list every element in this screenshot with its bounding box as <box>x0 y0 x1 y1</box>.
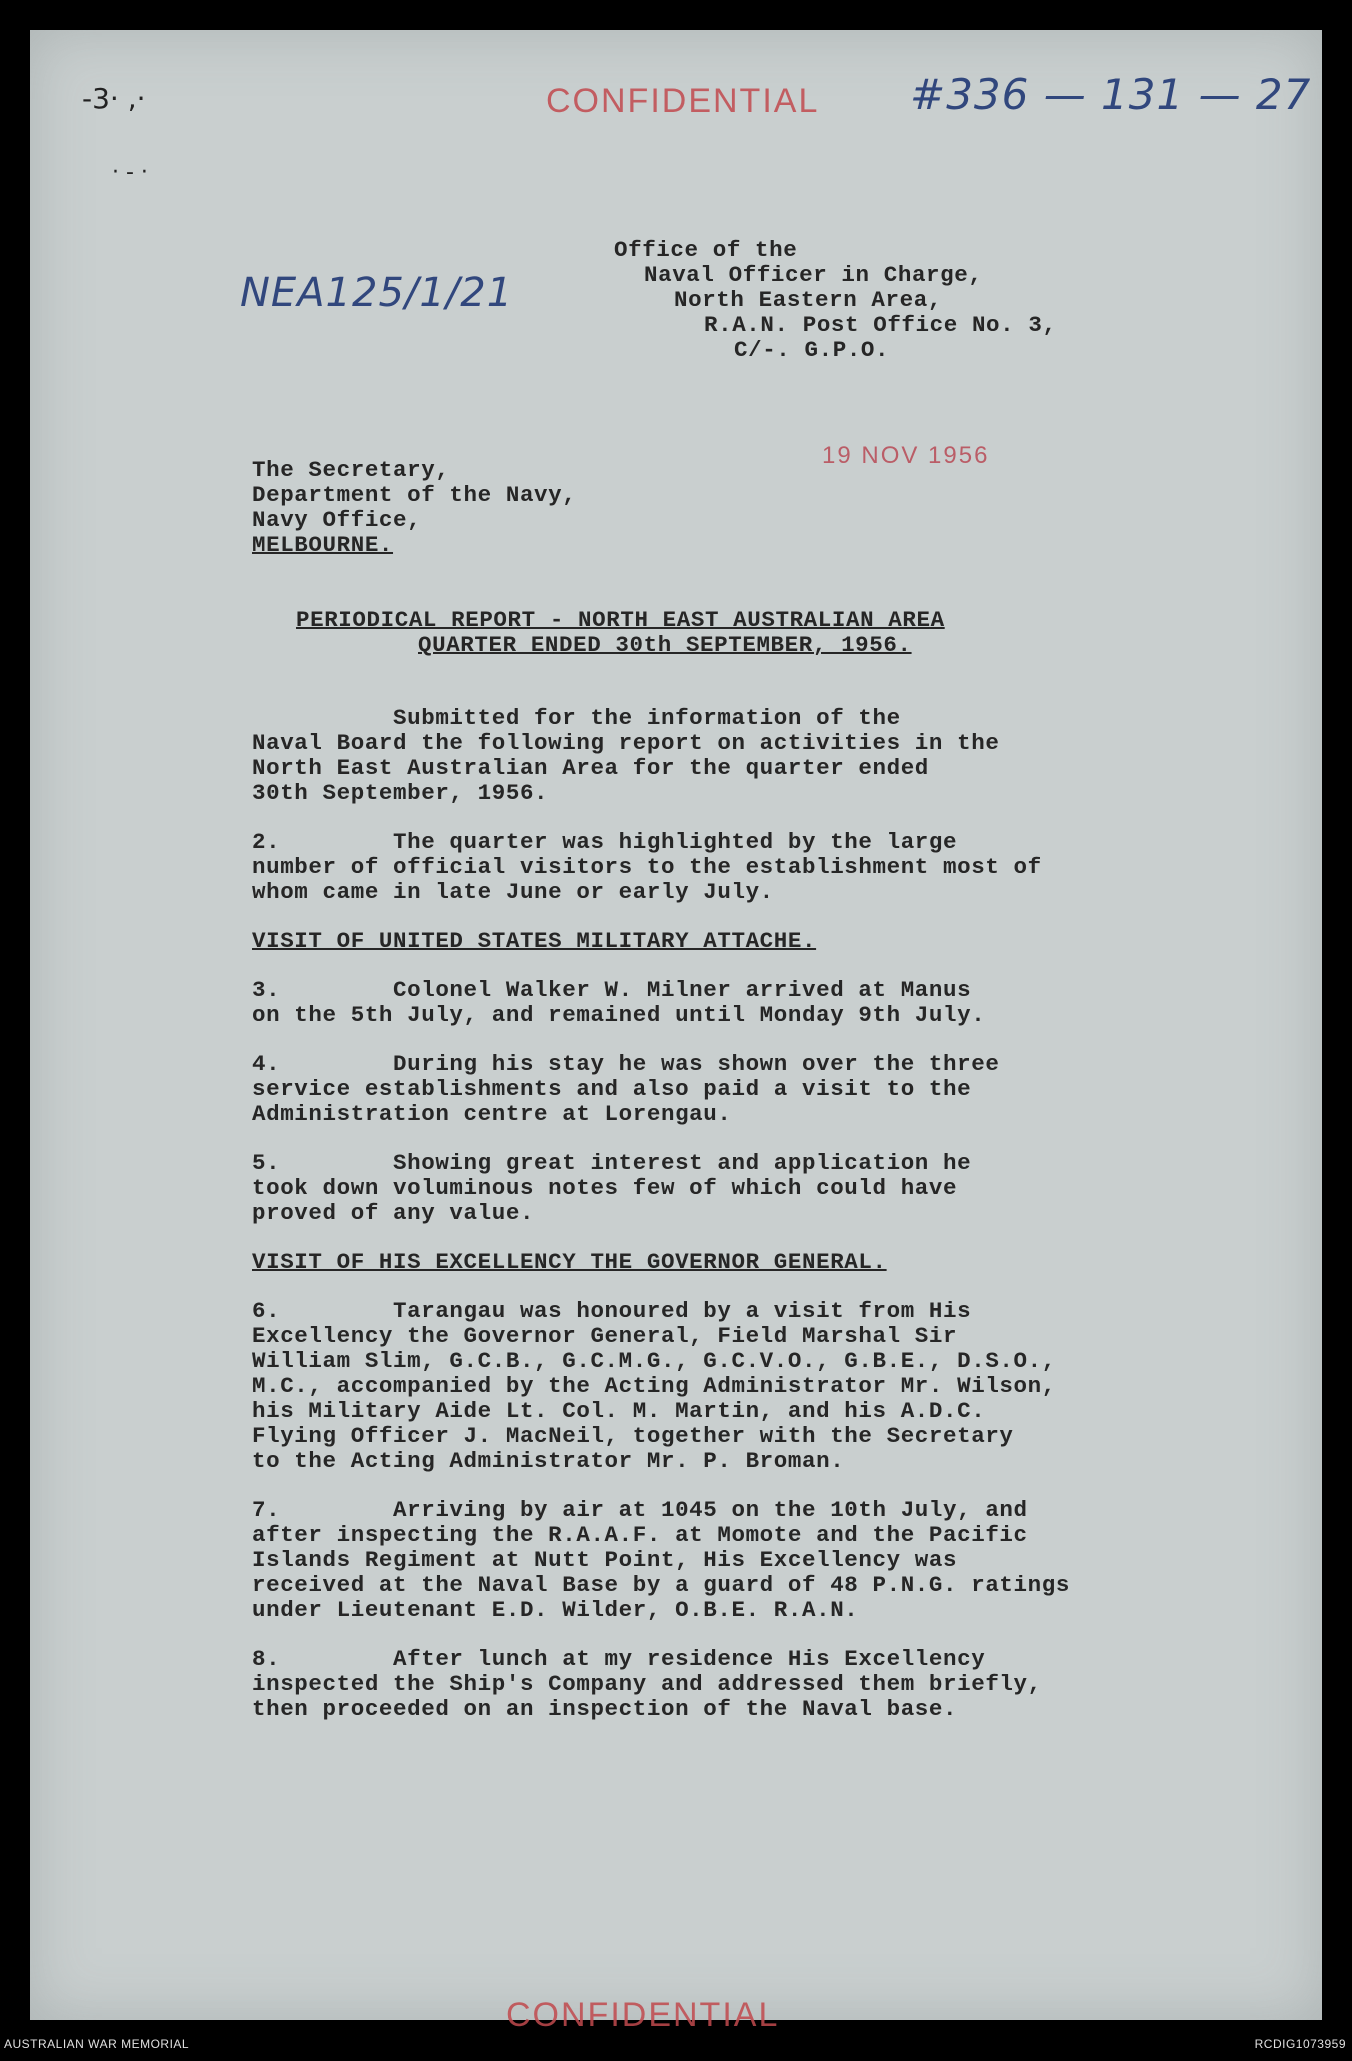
title-line: PERIODICAL REPORT - NORTH EAST AUSTRALIAN AREA <box>296 607 945 633</box>
text-line: M.C., accompanied by the Acting Administrator Mr. Wilson, <box>252 1373 1056 1399</box>
archive-footer-left: AUSTRALIAN WAR MEMORIAL <box>4 2037 190 2051</box>
text-line: on the 5th July, and remained until Monday 9th July. <box>252 1002 986 1028</box>
text-line: 4. During his stay he was shown over the three <box>252 1051 1000 1077</box>
text-line: then proceeded on an inspection of the Naval base. <box>252 1696 958 1722</box>
text-line: 3. Colonel Walker W. Milner arrived at Manus <box>252 977 972 1003</box>
received-date-stamp: 19 NOV 1956 <box>822 442 990 469</box>
recipient-line: Department of the Navy, <box>252 482 577 508</box>
address-line: North Eastern Area, <box>674 287 942 313</box>
text-line: 7. Arriving by air at 1045 on the 10th July, and <box>252 1497 1028 1523</box>
address-line: Naval Officer in Charge, <box>644 262 983 288</box>
text-line: 5. Showing great interest and application he <box>252 1150 972 1176</box>
text-line: William Slim, G.C.B., G.C.M.G., G.C.V.O., G.B.E., D.S.O., <box>252 1348 1056 1374</box>
text-line: his Military Aide Lt. Col. M. Martin, and his A.D.C. <box>252 1398 986 1424</box>
text-line: 6. Tarangau was honoured by a visit from His <box>252 1298 972 1324</box>
section-heading-governor-general: VISIT OF HIS EXCELLENCY THE GOVERNOR GENERAL. <box>252 1249 887 1275</box>
text-line: Flying Officer J. MacNeil, together with the Secretary <box>252 1423 1014 1449</box>
handwritten-file-reference: #336 — 131 — 27 <box>910 70 1312 119</box>
text-line: proved of any value. <box>252 1200 535 1226</box>
title-line: QUARTER ENDED 30th SEPTEMBER, 1956. <box>418 632 912 658</box>
section-heading-attache: VISIT OF UNITED STATES MILITARY ATTACHE. <box>252 928 817 954</box>
handwritten-nea-reference: NEA125/1/21 <box>240 270 514 316</box>
text-line: to the Acting Administrator Mr. P. Broman. <box>252 1448 845 1474</box>
confidential-stamp-top: CONFIDENTIAL <box>546 82 820 120</box>
address-line: C/-. G.P.O. <box>734 337 890 363</box>
text-line: took down voluminous notes few of which could have <box>252 1175 958 1201</box>
text-line: number of official visitors to the establishment most of <box>252 854 1042 880</box>
text-line: 8. After lunch at my residence His Excellency <box>252 1646 986 1672</box>
confidential-stamp-bottom: CONFIDENTIAL <box>506 1996 780 2034</box>
text-line: Excellency the Governor General, Field Marshal Sir <box>252 1323 958 1349</box>
text-line: Administration centre at Lorengau. <box>252 1101 732 1127</box>
text-line: service establishments and also paid a visit to the <box>252 1076 972 1102</box>
text-line: inspected the Ship's Company and addressed them briefly, <box>252 1671 1042 1697</box>
text-line: received at the Naval Base by a guard of 48 P.N.G. ratings <box>252 1572 1070 1598</box>
text-line: 2. The quarter was highlighted by the large <box>252 829 958 855</box>
ink-marks-small: · - · <box>112 160 148 185</box>
text-line: Naval Board the following report on activities in the <box>252 730 1000 756</box>
recipient-line: Navy Office, <box>252 507 422 533</box>
address-line: R.A.N. Post Office No. 3, <box>704 312 1057 338</box>
recipient-city: MELBOURNE. <box>252 532 394 558</box>
text-line: after inspecting the R.A.A.F. at Momote and the Pacific <box>252 1522 1028 1548</box>
recipient-line: The Secretary, <box>252 457 450 483</box>
text-line: whom came in late June or early July. <box>252 879 774 905</box>
text-line: Submitted for the information of the <box>252 705 901 731</box>
text-line: Islands Regiment at Nutt Point, His Excellency was <box>252 1547 958 1573</box>
text-line: 30th September, 1956. <box>252 780 549 806</box>
ink-marks: -3· ,· <box>82 82 146 115</box>
archive-footer-right: RCDIG1073959 <box>1254 2037 1346 2051</box>
text-line: North East Australian Area for the quarter ended <box>252 755 929 781</box>
text-line: under Lieutenant E.D. Wilder, O.B.E. R.A.N. <box>252 1597 859 1623</box>
address-line: Office of the <box>614 237 798 263</box>
document-page <box>30 30 1322 2034</box>
